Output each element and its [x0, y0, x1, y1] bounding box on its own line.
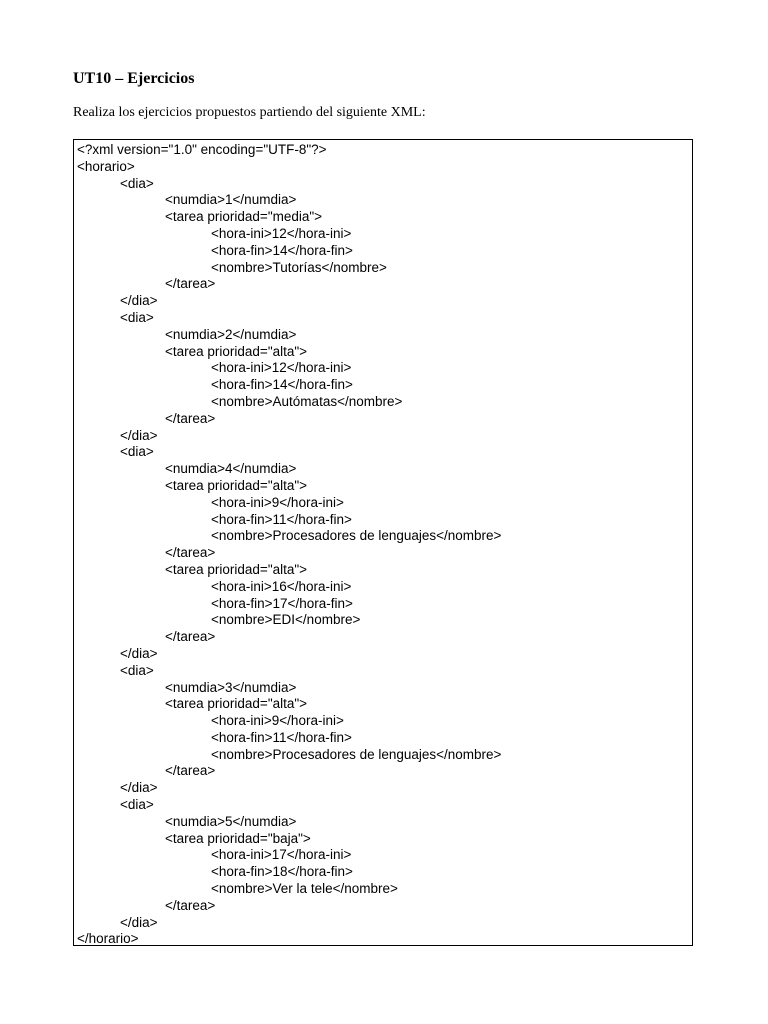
xml-line: <numdia>1</numdia>: [165, 192, 297, 208]
xml-line: <hora-fin>11</hora-fin>: [211, 729, 352, 745]
xml-line: <tarea prioridad="baja">: [165, 830, 311, 846]
xml-line: <hora-fin>17</hora-fin>: [211, 595, 353, 611]
xml-line: </tarea>: [165, 410, 216, 426]
xml-line: <numdia>3</numdia>: [165, 679, 297, 695]
xml-line: </dia>: [120, 293, 158, 309]
xml-line: </dia>: [120, 645, 158, 661]
xml-line: <tarea prioridad="alta">: [165, 696, 308, 712]
xml-line: <nombre>Procesadores de lenguajes</nombre>: [211, 528, 502, 544]
xml-line: <hora-ini>9</hora-ini>: [211, 494, 344, 510]
xml-line: <numdia>4</numdia>: [165, 461, 297, 477]
xml-line: <horario>: [77, 158, 135, 174]
xml-line: <?xml version="1.0" encoding="UTF-8"?>: [77, 142, 327, 157]
xml-line: <nombre>Tutorías</nombre>: [211, 259, 387, 275]
xml-line: <hora-ini>9</hora-ini>: [211, 713, 344, 729]
xml-line: <hora-fin>14</hora-fin>: [211, 242, 353, 258]
xml-line: <hora-ini>12</hora-ini>: [211, 225, 352, 241]
xml-line: <tarea prioridad="media">: [165, 209, 323, 225]
xml-line: <dia>: [120, 797, 154, 813]
xml-line: <numdia>2</numdia>: [165, 326, 297, 342]
xml-line: <numdia>5</numdia>: [165, 813, 297, 829]
xml-line: </dia>: [120, 427, 158, 443]
xml-line: <dia>: [120, 175, 154, 191]
xml-line: <hora-ini>12</hora-ini>: [211, 360, 352, 376]
xml-line: </tarea>: [165, 897, 216, 913]
xml-line: </dia>: [120, 780, 158, 796]
xml-line: <tarea prioridad="alta">: [165, 477, 308, 493]
xml-line: <tarea prioridad="alta">: [165, 561, 308, 577]
xml-line: <tarea prioridad="alta">: [165, 343, 308, 359]
xml-line: <nombre>Ver la tele</nombre>: [211, 881, 398, 897]
xml-line: </dia>: [120, 914, 158, 930]
xml-line: <nombre>Procesadores de lenguajes</nombre>: [211, 746, 502, 762]
xml-line: </tarea>: [165, 545, 216, 561]
xml-line: <dia>: [120, 444, 154, 460]
xml-line: <hora-fin>18</hora-fin>: [211, 864, 353, 880]
page-title: UT10 – Ejercicios: [73, 70, 195, 87]
xml-line: <dia>: [120, 309, 154, 325]
xml-line: <hora-fin>14</hora-fin>: [211, 377, 353, 393]
xml-line: </tarea>: [165, 763, 216, 779]
xml-line: <hora-ini>17</hora-ini>: [211, 847, 352, 863]
xml-line: <dia>: [120, 662, 154, 678]
xml-code-box: [73, 139, 693, 946]
xml-line: <nombre>EDI</nombre>: [211, 612, 361, 628]
xml-line: <hora-ini>16</hora-ini>: [211, 578, 352, 594]
xml-line: <hora-fin>11</hora-fin>: [211, 511, 352, 527]
xml-line: <nombre>Autómatas</nombre>: [211, 393, 403, 409]
xml-line: </tarea>: [165, 629, 216, 645]
xml-line: </horario>: [77, 931, 139, 947]
intro-paragraph: Realiza los ejercicios propuestos partiendo del siguiente XML:: [73, 105, 426, 120]
xml-line: </tarea>: [165, 276, 216, 292]
